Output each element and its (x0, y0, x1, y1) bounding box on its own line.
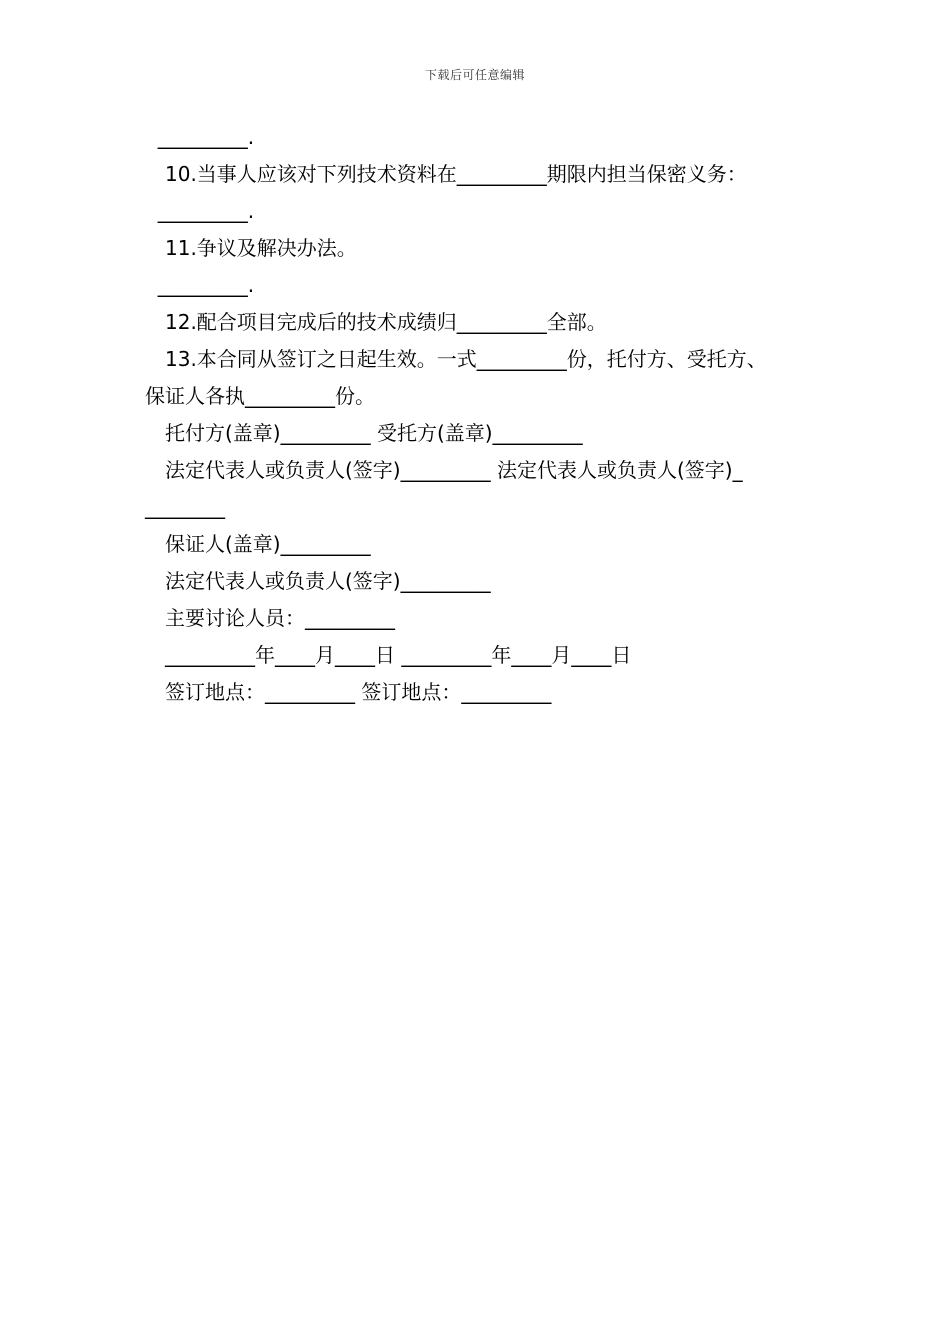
blank-line-2: _________. (145, 199, 255, 223)
clause-13-continued: 保证人各执_________份。 (145, 384, 375, 408)
party-seals: 托付方(盖章)_________ 受托方(盖章)_________ (165, 421, 583, 445)
blank-line-1: _________. (145, 125, 255, 149)
clause-12: 12.配合项目完成后的技术成绩归_________全部。 (165, 310, 607, 334)
clause-11: 11.争议及解决办法。 (165, 236, 357, 260)
signing-dates: _________年____月____日 _________年____月____日 (165, 643, 632, 667)
clause-10: 10.当事人应该对下列技术资料在_________期限内担当保密义务： (165, 162, 747, 186)
blank-line-3: _________. (145, 273, 255, 297)
document-body (145, 119, 825, 711)
guarantor-representative: 法定代表人或负责人(签字)_________ (165, 569, 491, 593)
legal-representatives-continued: ________ (145, 495, 225, 519)
signing-places: 签订地点：_________ 签订地点：_________ (165, 680, 552, 704)
legal-representatives: 法定代表人或负责人(签字)_________ 法定代表人或负责人(签字)_ (165, 458, 743, 482)
page-header: 下载后可任意编辑 (424, 68, 525, 82)
clause-13: 13.本合同从签订之日起生效。一式_________份，托付方、受托方、 (165, 347, 767, 371)
discussion-members: 主要讨论人员：_________ (165, 606, 395, 630)
guarantor-seal: 保证人(盖章)_________ (165, 532, 371, 556)
